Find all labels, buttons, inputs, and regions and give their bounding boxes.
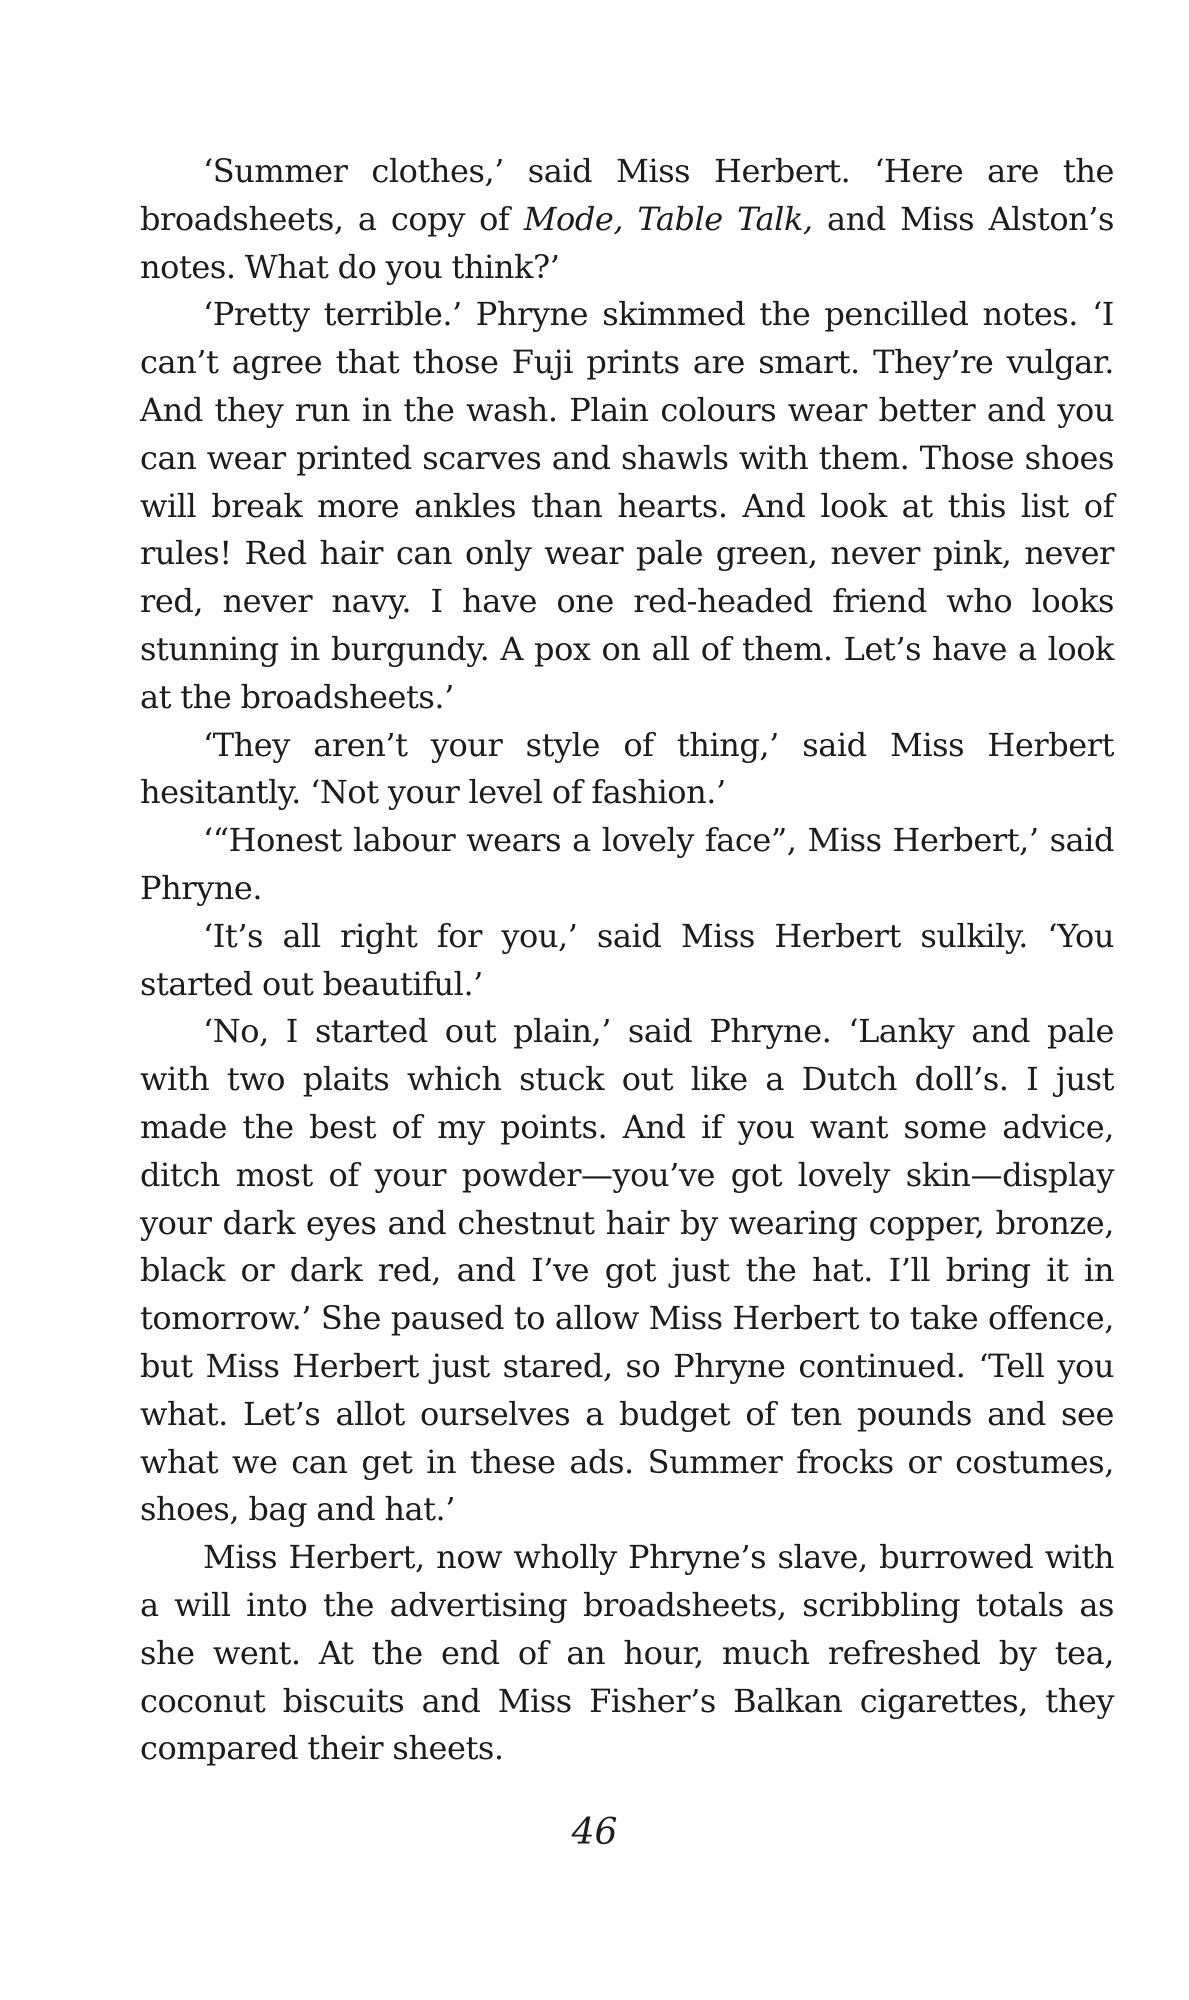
page-number: 46 [571,1812,618,1853]
body-text [140,148,1114,1773]
text-run: ‘It’s all right for you,’ said Miss Herbert sulkily. ‘You started out beautiful.’ [140,916,1114,1003]
paragraph [140,817,1114,913]
text-run: ‘“Honest labour wears a lovely face”, Miss Herbert,’ said Phryne. [140,821,1114,907]
text-run: and Miss Alston’s notes. What do you think?’ [140,199,1114,286]
paragraph [140,1008,1114,1534]
paragraph [140,722,1114,818]
paragraph [140,291,1114,721]
text-run: ‘Pretty terrible.’ Phryne skimmed the pencilled notes. ‘I can’t agree that those Fuji prints are smart. They’re vulgar. And they run in the wash. Plain colours wear better and you can wear printed scarves and shawls with them. Those shoes will break more ankles than hearts. And look at this list of rules! Red hair can only wear pale green, never pink, never red, never navy. I have one red-headed friend who looks stunning in burgundy. A pox on all of them. Let’s have a look at the broadsheets.’ [140,295,1114,716]
paragraph [140,1534,1114,1773]
text-run: ‘They aren’t your style of thing,’ said Miss Herbert hesitantly. ‘Not your level of fashion.’ [140,725,1114,812]
text-run: ‘Summer clothes,’ said Miss Herbert. ‘Here are the broadsheets, a copy of [140,152,1114,238]
text-run: ‘No, I started out plain,’ said Phryne. ‘Lanky and pale with two plaits which stuck out like a Dutch doll’s. I just made the best of my points. And if you want some advice, ditch most of your powder—you’ve got lovely skin—display your dark eyes and chestnut hair by wearing copper, bronze, black or dark red, and I’ve got just the hat. I’ll bring it in tomorrow.’ She paused to allow Miss Herbert to take offence, but Miss Herbert just stared, so Phryne continued. ‘Tell you what. Let’s allot ourselves a budget of ten pounds and see what we can get in these ads. Summer frocks or costumes, shoes, bag and hat.’ [140,1012,1114,1529]
text-run: Miss Herbert, now wholly Phryne’s slave, burrowed with a will into the advertising broadsheets, scribbling totals as she went. At the end of an hour, much refreshed by tea, coconut biscuits and Miss Fisher’s Balkan cigarettes, they compared their sheets. [140,1538,1114,1768]
italic-text: Mode, Table Talk, [523,199,813,238]
paragraph [140,913,1114,1009]
paragraph [140,148,1114,291]
